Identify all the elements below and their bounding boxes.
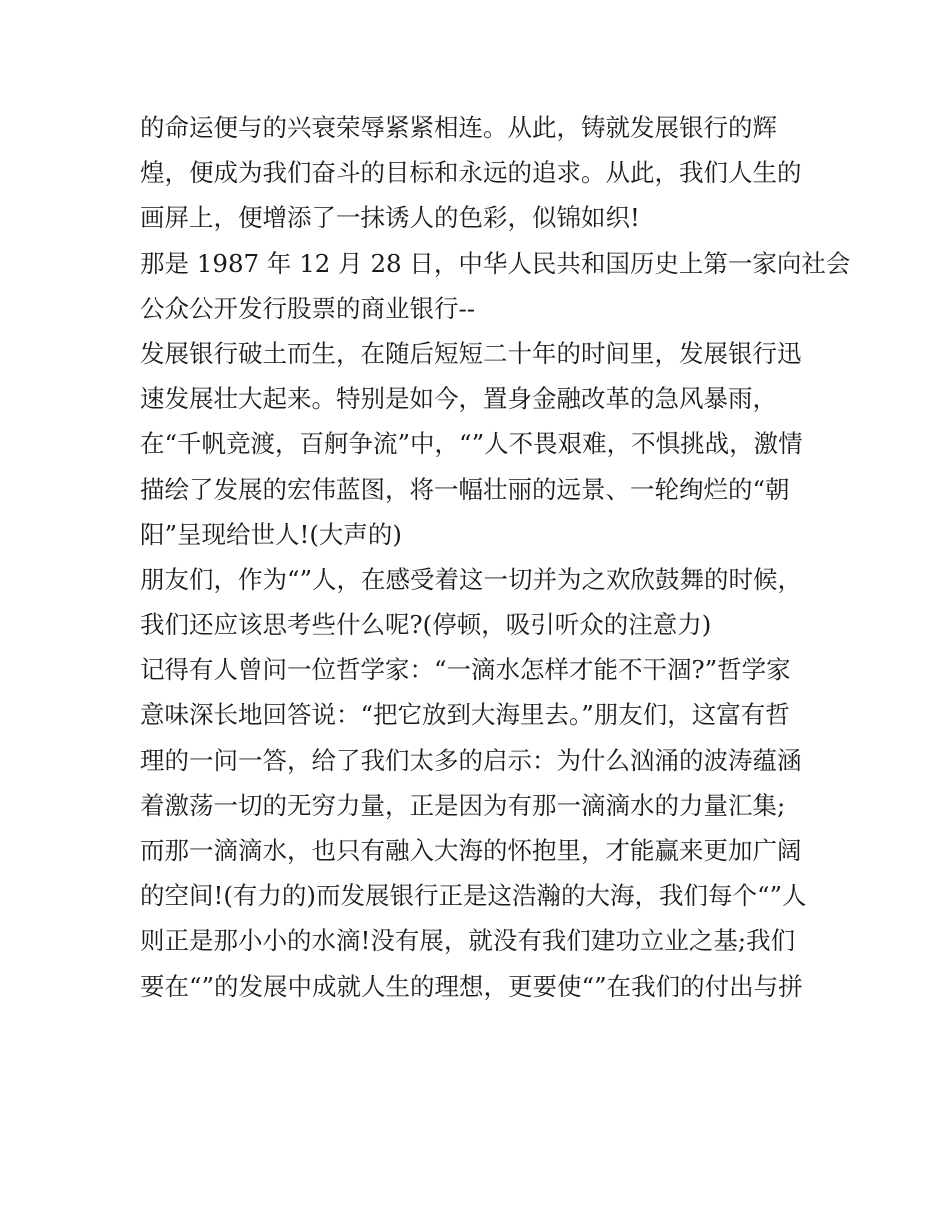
text-line: 而那一滴滴水，也只有融入大海的怀抱里，才能赢来更加广阔 (140, 836, 802, 865)
text-line: 煌，便成为我们奋斗的目标和永远的追求。从此，我们人生的 (140, 158, 802, 188)
text-line: 则正是那小小的水滴!没有展，就没有我们建功立业之基;我们 (140, 926, 796, 956)
text-line: 阳”呈现给世人!(大声的) (140, 519, 402, 549)
text-line: 发展银行破土而生，在随后短短二十年的时间里，发展银行迅 (140, 338, 802, 368)
text-line: 记得有人曾问一位哲学家：“一滴水怎样才能不干涸?”哲学家 (140, 655, 791, 685)
body-text (140, 105, 851, 1009)
text-line: 要在“”的发展中成就人生的理想，更要使“”在我们的付出与拼 (140, 971, 803, 1001)
text-line: 描绘了发展的宏伟蓝图，将一幅壮丽的远景、一轮绚烂的“朝 (140, 474, 790, 504)
text-line: 理的一问一答，给了我们太多的启示：为什么汹涌的波涛蕴涵 (140, 745, 802, 775)
text-line: 的空间!(有力的)而发展银行正是这浩瀚的大海，我们每个“”人 (140, 881, 807, 911)
text-line: 那是 1987 年 12 月 28 日，中华人民共和国历史上第一家向社会 (140, 248, 851, 278)
text-line: 公众公开发行股票的商业银行-- (140, 293, 476, 323)
text-line: 速发展壮大起来。特别是如今，置身金融改革的急风暴雨， (140, 384, 777, 414)
text-line: 意味深长地回答说：“把它放到大海里去。”朋友们，这富有哲 (140, 700, 790, 730)
text-line: 着激荡一切的无穷力量，正是因为有那一滴滴水的力量汇集; (140, 790, 786, 820)
text-line: 画屏上，便增添了一抹诱人的色彩，似锦如织! (140, 203, 640, 233)
text-line: 的命运便与的兴衰荣辱紧紧相连。从此，铸就发展银行的辉 (140, 113, 777, 142)
text-line: 朋友们，作为“”人，在感受着这一切并为之欢欣鼓舞的时候， (140, 564, 803, 594)
text-line: 我们还应该思考些什么呢?(停顿，吸引听众的注意力) (140, 610, 712, 640)
text-line: 在“千帆竞渡，百舸争流”中，“”人不畏艰难，不惧挑战，激情 (140, 429, 803, 459)
